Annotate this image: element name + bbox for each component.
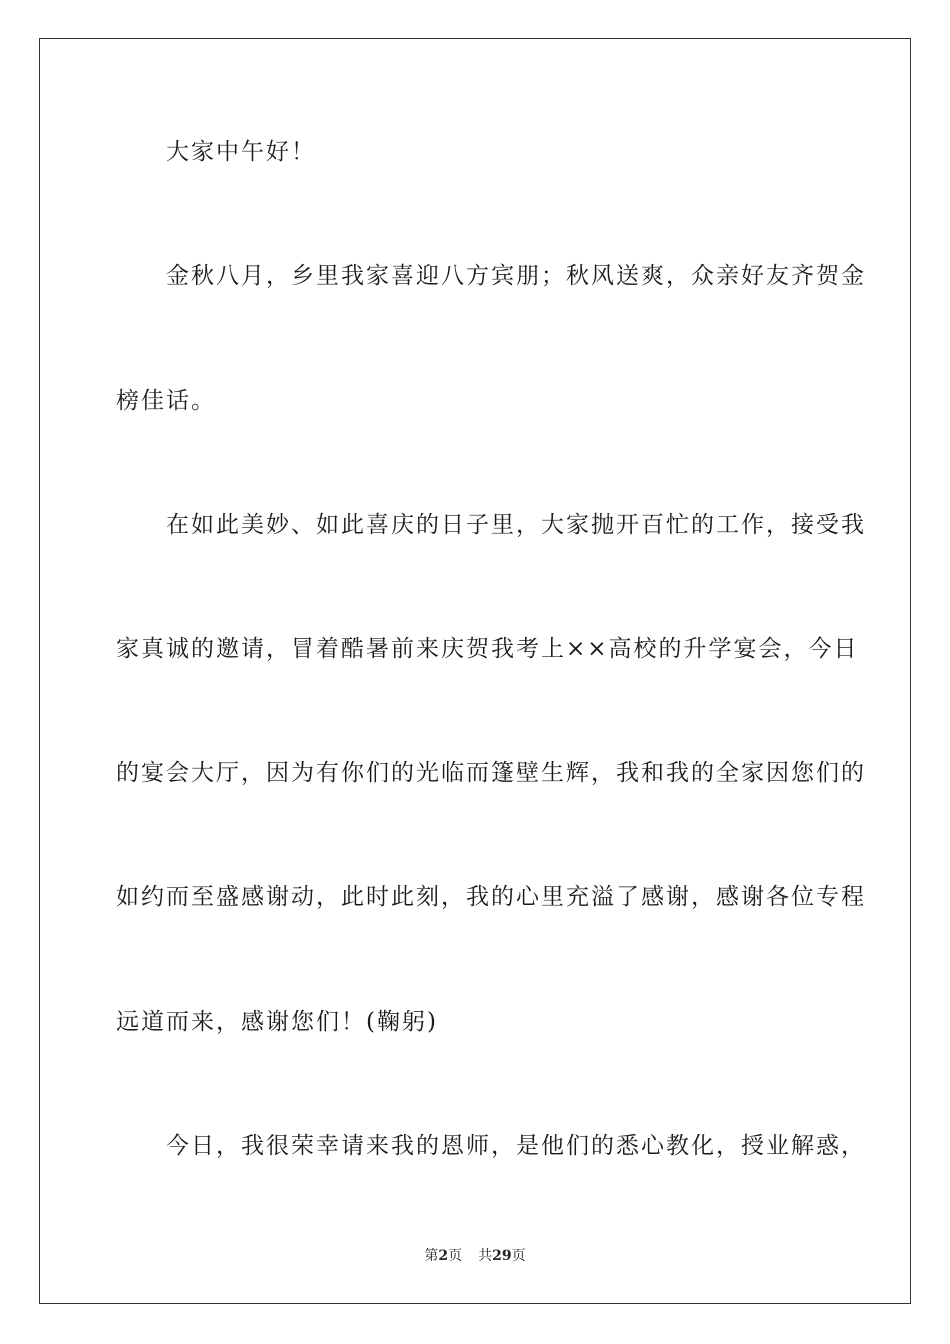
- page-footer: [0, 1246, 950, 1266]
- text-line: 今日，我很荣幸请来我的恩师，是他们的悉心教化，授业解惑，: [116, 1133, 866, 1159]
- text-line: 如约而至盛感谢动，此时此刻，我的心里充溢了感谢，感谢各位专程: [116, 884, 866, 910]
- text-line: 的宴会大厅，因为有你们的光临而篷壁生辉，我和我的全家因您们的: [116, 760, 866, 786]
- text-line: 家真诚的邀请，冒着酷暑前来庆贺我考上××高校的升学宴会，今日: [116, 636, 859, 662]
- total-pages: 29: [492, 1248, 512, 1264]
- page-prefix: 第: [424, 1248, 439, 1264]
- text-line: 大家中午好！: [116, 139, 316, 165]
- total-suffix: 页: [511, 1248, 526, 1264]
- text-line: 榜佳话。: [116, 388, 216, 414]
- page-suffix: 页: [448, 1248, 463, 1264]
- page-number: 2: [438, 1248, 449, 1264]
- text-line: 远道而来，感谢您们！(鞠躬): [116, 1009, 438, 1035]
- text-line: 在如此美妙、如此喜庆的日子里，大家抛开百忙的工作，接受我: [116, 512, 866, 538]
- total-prefix: 共: [478, 1248, 493, 1264]
- text-line: 金秋八月，乡里我家喜迎八方宾朋；秋风送爽，众亲好友齐贺金: [116, 263, 866, 289]
- page-border: [39, 38, 911, 1304]
